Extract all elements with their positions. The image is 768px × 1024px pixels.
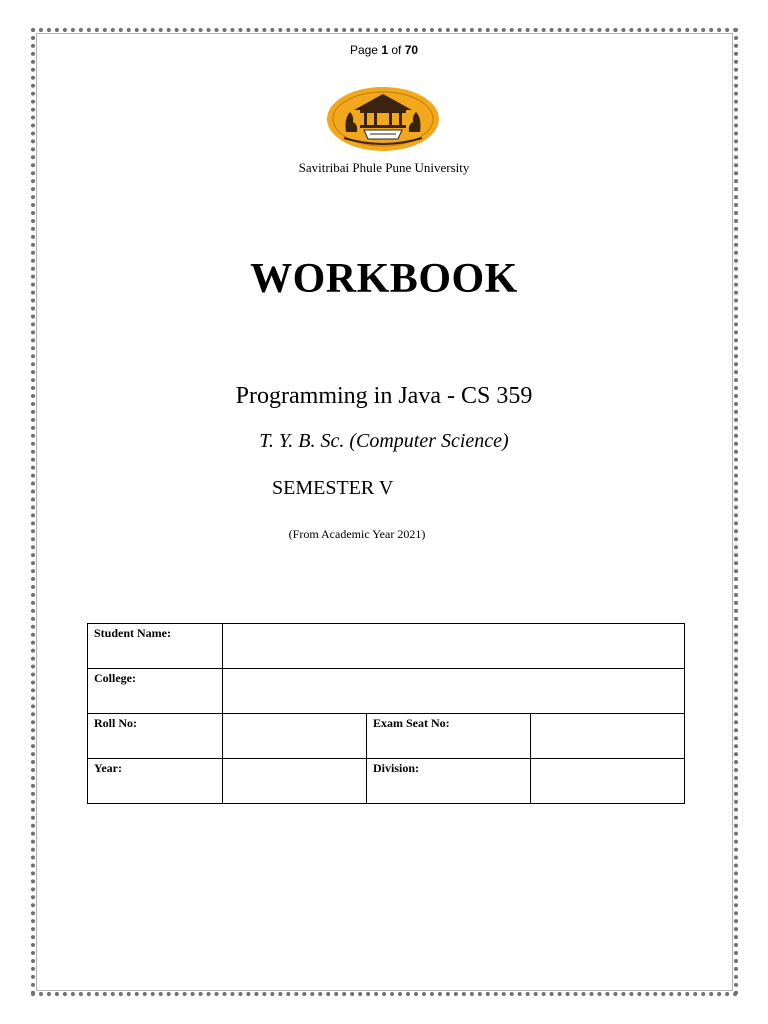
subject-title: Programming in Java - CS 359 bbox=[235, 383, 533, 409]
student-name-field[interactable] bbox=[223, 624, 685, 669]
roll-no-label: Roll No: bbox=[88, 714, 223, 759]
student-name-label: Student Name: bbox=[88, 624, 223, 669]
college-field[interactable] bbox=[223, 669, 685, 714]
year-label: Year: bbox=[88, 759, 223, 804]
page-number bbox=[0, 43, 768, 57]
division-field[interactable] bbox=[531, 759, 685, 804]
academic-year: (From Academic Year 2021) bbox=[288, 527, 426, 541]
course-name: T. Y. B. Sc. (Computer Science) bbox=[259, 430, 509, 452]
table-row bbox=[88, 624, 685, 669]
page-title: WORKBOOK bbox=[250, 256, 518, 302]
division-label: Division: bbox=[367, 759, 531, 804]
year-field[interactable] bbox=[223, 759, 367, 804]
page-total: 70 bbox=[404, 43, 419, 57]
table-row bbox=[88, 714, 685, 759]
exam-seat-no-field[interactable] bbox=[531, 714, 685, 759]
page-prefix: Page bbox=[349, 43, 378, 57]
page-of: of bbox=[391, 43, 402, 57]
table-row bbox=[88, 759, 685, 804]
university-name: Savitribai Phule Pune University bbox=[298, 160, 470, 175]
college-label: College: bbox=[88, 669, 223, 714]
page-current: 1 bbox=[381, 43, 388, 57]
university-seal-icon bbox=[324, 84, 442, 152]
table-row bbox=[88, 669, 685, 714]
semester: SEMESTER V bbox=[272, 477, 394, 499]
student-info-table bbox=[87, 623, 685, 804]
roll-no-field[interactable] bbox=[223, 714, 367, 759]
exam-seat-no-label: Exam Seat No: bbox=[367, 714, 531, 759]
